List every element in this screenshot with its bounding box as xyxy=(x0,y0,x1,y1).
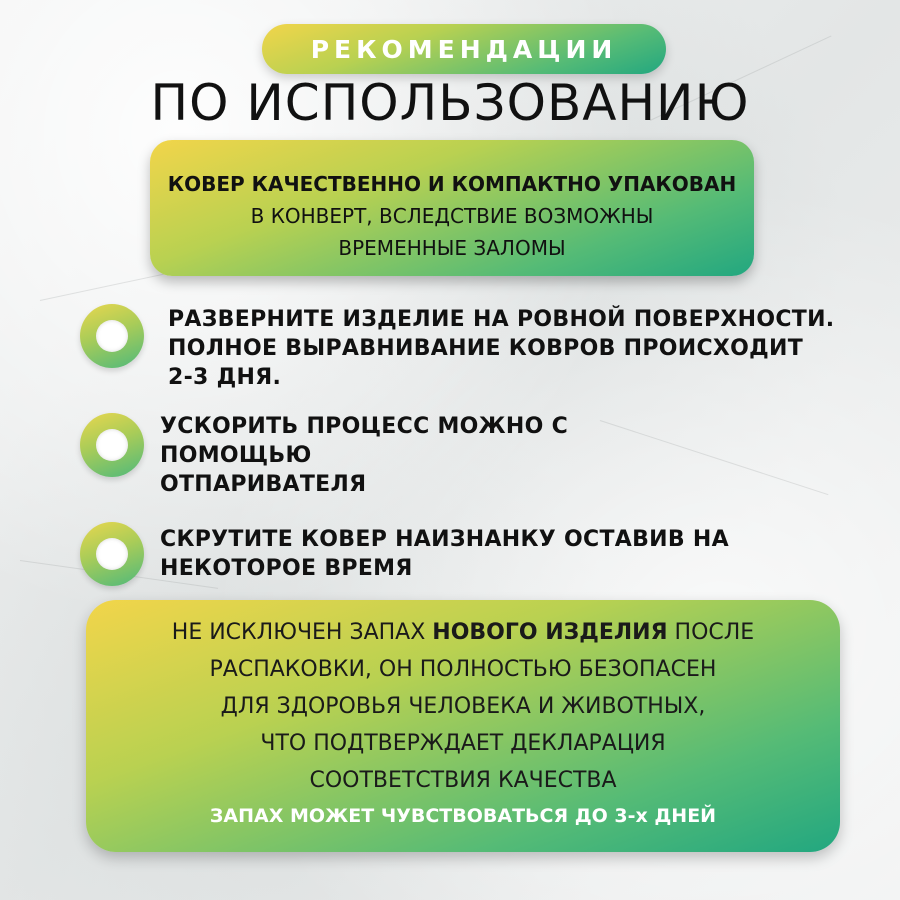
packaging-note-card xyxy=(150,140,754,276)
smell-note-line: ДЛЯ ЗДОРОВЬЯ ЧЕЛОВЕКА И ЖИВОТНЫХ, xyxy=(220,694,706,719)
bullet-circle-icon xyxy=(80,522,144,586)
smell-note-footer: ЗАПАХ МОЖЕТ ЧУВСТВОВАТЬСЯ ДО 3-х ДНЕЙ xyxy=(209,805,717,827)
page-title: ПО ИСПОЛЬЗОВАНИЮ xyxy=(150,74,750,132)
smell-note-line xyxy=(86,614,840,651)
step-line: ОТПАРИВАТЕЛЯ xyxy=(160,472,367,497)
step-line: ПОЛНОЕ ВЫРАВНИВАНИЕ КОВРОВ ПРОИСХОДИТ xyxy=(168,336,804,361)
step-1-text xyxy=(168,305,834,392)
step-line: ПОМОЩЬЮ xyxy=(160,443,312,468)
header-badge-text: РЕКОМЕНДАЦИИ xyxy=(310,34,618,64)
step-line: НЕКОТОРОЕ ВРЕМЯ xyxy=(160,556,413,581)
step-2-text xyxy=(160,412,568,499)
header-badge xyxy=(262,24,666,74)
smell-note-line: ЧТО ПОДТВЕРЖДАЕТ ДЕКЛАРАЦИЯ xyxy=(260,731,666,756)
paper-crease xyxy=(600,420,829,495)
step-line: СКРУТИТЕ КОВЕР НАИЗНАНКУ ОСТАВИВ НА xyxy=(160,527,729,552)
step-line: 2-3 ДНЯ. xyxy=(168,365,282,390)
bullet-circle-icon xyxy=(80,304,144,368)
smell-note-card xyxy=(86,600,840,852)
smell-note-bold: НОВОГО ИЗДЕЛИЯ xyxy=(432,620,668,645)
step-line: РАЗВЕРНИТЕ ИЗДЕЛИЕ НА РОВНОЙ ПОВЕРХНОСТИ. xyxy=(168,307,835,332)
smell-note-text: НЕ ИСКЛЮЧЕН ЗАПАХ xyxy=(171,620,433,645)
smell-note-line: РАСПАКОВКИ, ОН ПОЛНОСТЬЮ БЕЗОПАСЕН xyxy=(209,657,717,682)
smell-note-text: ПОСЛЕ xyxy=(667,620,755,645)
step-3-text xyxy=(160,525,729,583)
bullet-circle-icon xyxy=(80,413,144,477)
packaging-note-line: В КОНВЕРТ, ВСЛЕДСТВИЕ ВОЗМОЖНЫ xyxy=(250,204,654,228)
packaging-note-bold: КОВЕР КАЧЕСТВЕННО И КОМПАКТНО УПАКОВАН xyxy=(167,172,737,196)
step-line: УСКОРИТЬ ПРОЦЕСС МОЖНО С xyxy=(160,414,569,439)
smell-note-line: СООТВЕТСТВИЯ КАЧЕСТВА xyxy=(309,768,617,793)
packaging-note-line: ВРЕМЕННЫЕ ЗАЛОМЫ xyxy=(338,236,566,260)
